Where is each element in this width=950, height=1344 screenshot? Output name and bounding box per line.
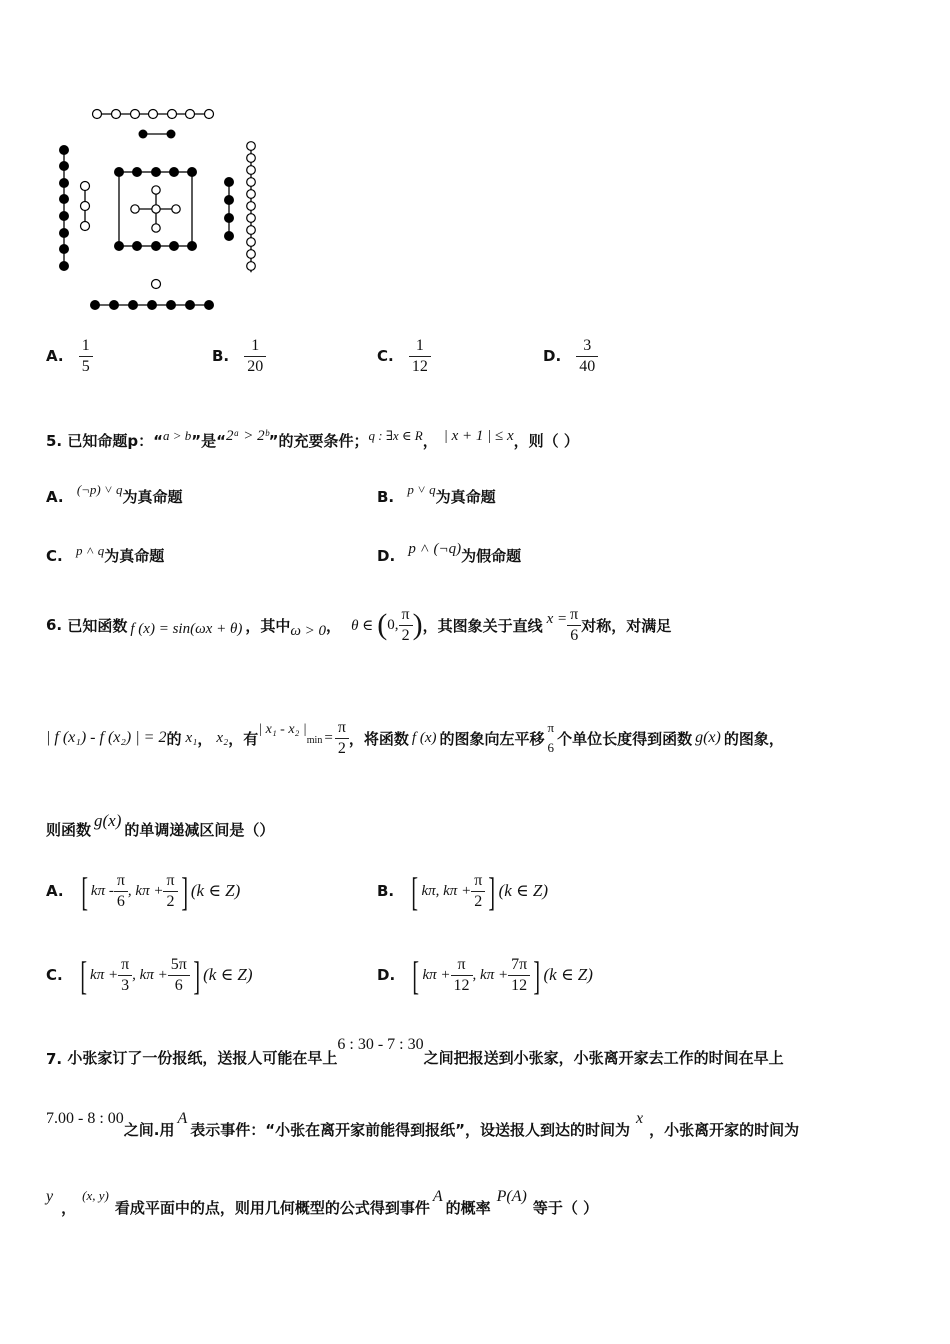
math: x₁	[185, 729, 198, 746]
text: ”是“	[191, 432, 226, 450]
math: kπ +	[90, 966, 119, 983]
numerator: π	[335, 718, 349, 739]
math: (k ∈ Z)	[498, 881, 548, 900]
denominator: 6	[116, 892, 125, 910]
text: 等于（ ）	[532, 1199, 599, 1217]
math: ω > 0	[290, 622, 327, 639]
fraction	[168, 955, 190, 996]
right-bracket: ]	[533, 952, 541, 998]
text: 的	[166, 729, 182, 748]
question-6-line-3	[46, 812, 274, 846]
numerator: π	[118, 955, 132, 976]
option-text: 为真命题	[104, 547, 165, 565]
math: , kπ +	[472, 966, 509, 983]
text: ，有	[228, 729, 259, 748]
right-bracket: ]	[193, 952, 200, 998]
numerator: π	[399, 605, 413, 626]
q5-option-a[interactable]	[46, 482, 183, 507]
fraction	[114, 871, 128, 912]
question-6-line-2	[46, 712, 784, 764]
math: p ˄ q	[75, 543, 105, 558]
text: 的图象向左平移	[439, 729, 545, 748]
right-paren: )	[412, 608, 423, 641]
question-7	[46, 1036, 784, 1068]
left-bracket: [	[80, 952, 87, 998]
text: 个单位长度得到函数	[557, 729, 693, 748]
fraction	[79, 336, 93, 377]
left-bracket: [	[411, 868, 419, 914]
text: ”的充要条件；	[268, 432, 369, 450]
question-number: 7.	[46, 1050, 63, 1068]
option-label: B.	[377, 488, 395, 506]
math: x	[636, 1110, 644, 1127]
denominator: 12	[511, 976, 528, 994]
option-label: D.	[377, 547, 396, 565]
math: P(A)	[496, 1188, 527, 1205]
denominator: 12	[411, 358, 428, 375]
math: =	[324, 729, 333, 746]
text: ，	[197, 729, 213, 748]
question-7-line-2	[46, 1108, 799, 1140]
right-bracket: ]	[488, 868, 496, 914]
option-label: A.	[46, 488, 64, 506]
math: | f (x₁) - f (x₂) | = 2	[46, 729, 167, 746]
question-number: 5.	[46, 432, 63, 450]
fraction	[409, 336, 431, 377]
math: f (x) = sin(ωx + θ)	[130, 620, 243, 637]
option-label: A.	[46, 347, 64, 365]
text: ，其中	[245, 616, 291, 635]
q4-option-a[interactable]	[46, 336, 93, 377]
math: kπ +	[422, 966, 451, 983]
math: | x + 1 | ≤ x	[443, 428, 514, 444]
numerator: π	[163, 871, 177, 892]
math: kπ, kπ +	[421, 882, 472, 899]
denominator: 2	[401, 626, 410, 644]
text: 之间把报送到小张家，小张离开家去工作的时间在早上	[423, 1049, 784, 1067]
math: (¬p) ˅ q	[76, 482, 123, 497]
fraction	[471, 871, 485, 912]
math: (k ∈ Z)	[190, 881, 241, 900]
text: 的概率	[445, 1199, 491, 1217]
denominator: 2	[474, 892, 483, 910]
text: 小张家订了一份报纸，送报人可能在早上	[67, 1049, 338, 1067]
text: 对称，对满足	[581, 616, 672, 635]
math: kπ -	[90, 882, 114, 899]
numerator: π	[567, 605, 581, 626]
math: a > b	[162, 428, 192, 443]
left-paren: (	[377, 608, 388, 641]
math: 7.00 - 8 : 00	[46, 1110, 124, 1127]
left-bracket: [	[412, 952, 420, 998]
numerator: π	[471, 871, 485, 892]
math: , kπ +	[132, 966, 168, 983]
math: 0,	[387, 616, 399, 633]
math: (k ∈ Z)	[203, 965, 253, 984]
text: 之间.用	[123, 1121, 175, 1139]
math: x₂	[216, 729, 229, 746]
question-5	[46, 430, 579, 451]
q4-option-c[interactable]	[377, 336, 431, 377]
fraction	[576, 336, 598, 377]
denominator: 2	[166, 892, 175, 910]
option-label: C.	[46, 547, 63, 565]
math: p ˅ q	[407, 482, 436, 497]
q6-option-b[interactable]	[377, 866, 548, 916]
text: 表示事件：“小张在离开家前能得到报纸”，设送报人到达的时间为	[190, 1121, 630, 1139]
text: ，	[61, 1199, 77, 1217]
text: 的图象，	[723, 729, 784, 748]
question-number: 6.	[46, 616, 63, 634]
math: 2ᵃ > 2ᵇ	[225, 428, 269, 444]
question-6	[46, 600, 671, 650]
question-7-line-3	[46, 1186, 598, 1218]
text: ，则（ ）	[513, 432, 579, 450]
text: 已知命题p：“	[67, 432, 163, 450]
denominator: 40	[579, 358, 596, 375]
option-text: 为真命题	[122, 488, 183, 506]
math-subscript: min	[306, 734, 323, 746]
option-text: 为真命题	[435, 488, 496, 506]
denominator: 12	[453, 976, 470, 994]
fraction	[508, 955, 530, 996]
option-label: D.	[377, 966, 396, 984]
math: q : ∃x ∈ R	[368, 428, 423, 443]
denominator: 5	[81, 358, 90, 375]
option-text: 为假命题	[461, 547, 522, 565]
text: 则函数	[46, 820, 92, 839]
math: y	[46, 1188, 54, 1205]
fraction	[451, 955, 473, 996]
math: θ ∈	[351, 617, 374, 634]
option-label: B.	[377, 882, 395, 900]
numerator: 1	[409, 336, 431, 357]
numerator: 3	[576, 336, 598, 357]
fraction	[567, 605, 581, 646]
left-bracket: [	[80, 868, 88, 914]
q5-option-b[interactable]	[377, 482, 496, 507]
math: , kπ +	[127, 882, 164, 899]
option-label: D.	[543, 347, 562, 365]
q5-option-c[interactable]	[46, 545, 164, 566]
text: 看成平面中的点，则用几何概型的公式得到事件	[114, 1199, 430, 1217]
right-bracket: ]	[180, 868, 188, 914]
math: 6 : 30 - 7 : 30	[337, 1036, 424, 1053]
fraction	[163, 871, 177, 912]
fraction	[118, 955, 132, 996]
q6-option-c[interactable]	[46, 950, 253, 1000]
fraction	[335, 718, 349, 759]
q4-option-d[interactable]	[543, 336, 598, 377]
text: ，将函数	[348, 729, 409, 748]
text: ，其图象关于直线	[422, 616, 543, 635]
q4-option-b[interactable]	[212, 336, 266, 377]
numerator: π	[451, 955, 473, 976]
option-label: A.	[46, 882, 64, 900]
numerator: π	[114, 871, 128, 892]
math: A	[177, 1110, 188, 1127]
text: ，	[422, 432, 438, 450]
option-label: B.	[212, 347, 230, 365]
denominator: 2	[337, 739, 346, 757]
text: 的单调递减区间是（）	[124, 820, 275, 839]
math: x =	[546, 610, 568, 627]
option-label: C.	[46, 966, 63, 984]
fraction	[244, 336, 266, 377]
numerator: 1	[244, 336, 266, 357]
fraction	[545, 718, 558, 758]
numerator: 7π	[508, 955, 530, 976]
math: (k ∈ Z)	[543, 965, 593, 984]
numerator: π	[547, 720, 555, 735]
denominator: 6	[174, 976, 183, 994]
denominator: 20	[247, 358, 264, 375]
math: A	[432, 1188, 443, 1205]
q5-option-d[interactable]	[377, 541, 522, 566]
numerator: 1	[79, 336, 93, 357]
text: ，	[326, 616, 342, 635]
numerator: 5π	[168, 955, 190, 976]
q6-option-d[interactable]	[377, 950, 593, 1000]
denominator: 6	[570, 626, 579, 644]
bead-diagram	[0, 0, 950, 340]
text: ，小张离开家的时间为	[649, 1121, 800, 1139]
q6-option-a[interactable]	[46, 866, 240, 916]
math: p ˄ (¬q)	[408, 541, 462, 557]
fraction	[399, 605, 413, 646]
denominator: 3	[121, 976, 130, 994]
math: g(x)	[695, 729, 721, 746]
option-label: C.	[377, 347, 394, 365]
math: g(x)	[94, 811, 122, 830]
math: f (x)	[411, 729, 437, 746]
denominator: 6	[547, 740, 555, 755]
math: | x₁ - x₂ |	[258, 722, 307, 737]
math: (x, y)	[82, 1188, 109, 1203]
text: 已知函数	[67, 616, 128, 635]
